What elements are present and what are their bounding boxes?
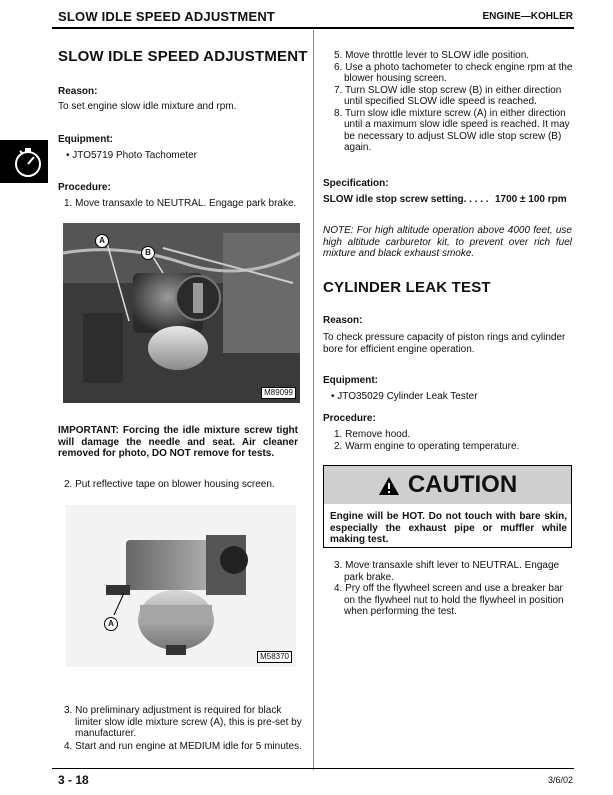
- carburetor-photo-2: [66, 505, 296, 667]
- reason-text: To check pressure capacity of piston rings and cylinder bore for efficient engine operation.: [323, 332, 566, 355]
- step-2: 2. Put reflective tape on blower housing screen.: [64, 479, 275, 490]
- caution-title: CAUTION: [407, 471, 518, 498]
- altitude-note: NOTE: For high altitude operation above 4000 feet, use high altitude carburetor kit, to prevent over rich fuel mixture and black exhaust smoke.: [323, 225, 572, 259]
- warning-triangle-icon: [378, 476, 400, 496]
- step-3: 3. No preliminary adjustment is required for black limiter slow idle mixture screw (A), this is pre-set by manufacturer.: [64, 705, 302, 739]
- caution-text: Engine will be HOT. Do not touch with bare skin, especially the exhaust pipe or muffler while making test.: [330, 511, 567, 545]
- equipment-label: Equipment:: [323, 375, 378, 386]
- leak-steps-1: [323, 429, 573, 452]
- step-1: 1. Move transaxle to NEUTRAL. Engage park brake.: [64, 198, 297, 209]
- procedure-label: Procedure:: [323, 413, 376, 424]
- section-tab: [0, 140, 48, 183]
- tachometer-icon: [0, 140, 48, 183]
- reason-text: To set engine slow idle mixture and rpm.: [58, 101, 237, 112]
- carburetor-photo-1: [63, 223, 300, 403]
- step-6: 6. Use a photo tachometer to check engine rpm at the blower housing screen.: [334, 61, 573, 84]
- footer-rule: [52, 768, 574, 769]
- equipment-item: • JTO5719 Photo Tachometer: [66, 150, 197, 161]
- column-divider: [313, 30, 314, 770]
- caution-header: [324, 466, 571, 504]
- revision-date: 3/6/02: [547, 775, 573, 785]
- running-header-title: SLOW IDLE SPEED ADJUSTMENT: [58, 9, 276, 24]
- leak-steps-2: [323, 560, 573, 618]
- carburetor-illustration-2: [66, 505, 296, 667]
- callout-b: B: [141, 246, 155, 260]
- spec-name: SLOW idle stop screw setting. . . . .: [323, 194, 489, 205]
- page-number: 3 - 18: [58, 773, 89, 787]
- caution-box: [323, 465, 572, 548]
- specification-label: Specification:: [323, 178, 389, 189]
- step-7: 7. Turn SLOW idle stop screw (B) in either direction until specified SLOW idle speed is reached.: [334, 84, 562, 107]
- step-4: 4. Start and run engine at MEDIUM idle for 5 minutes.: [64, 741, 302, 752]
- page-title: SLOW IDLE SPEED ADJUSTMENT: [58, 48, 308, 65]
- important-notice: IMPORTANT: Forcing the idle mixture screw tight will damage the needle and seat. Air cleaner removed for photo, DO NOT remove for tests.: [58, 425, 298, 459]
- step-5: 5. Move throttle lever to SLOW idle position.: [334, 50, 530, 61]
- leak-step-1: 1. Remove hood.: [334, 429, 411, 440]
- leak-step-4: 4. Pry off the flywheel screen and use a breaker bar on the flywheel nut to hold the flywheel in position when performing the test.: [334, 583, 564, 617]
- cylinder-leak-title: CYLINDER LEAK TEST: [323, 279, 491, 296]
- step-8: 8. Turn slow idle mixture screw (A) in either direction until a maximum slow idle speed is reached. It may be necessary to adjust SLOW idle stop screw (B) again.: [334, 107, 570, 153]
- equipment-item: • JTO35029 Cylinder Leak Tester: [331, 391, 478, 402]
- leak-step-3: 3. Move transaxle shift lever to NEUTRAL. Engage park brake.: [334, 560, 560, 583]
- procedure-label: Procedure:: [58, 182, 111, 193]
- leak-step-2: 2. Warm engine to operating temperature.: [334, 440, 520, 452]
- carburetor-illustration-1: [63, 223, 300, 403]
- running-header-section: ENGINE—KOHLER: [482, 11, 573, 22]
- callout-a: A: [95, 234, 109, 248]
- spec-value: 1700 ± 100 rpm: [495, 194, 567, 205]
- adjustment-steps: [323, 50, 573, 154]
- reason-label: Reason:: [58, 86, 98, 97]
- photo-tag: M89099: [261, 387, 296, 399]
- equipment-label: Equipment:: [58, 134, 113, 145]
- header-rule: [52, 27, 574, 29]
- reason-label: Reason:: [323, 315, 363, 326]
- photo-tag: M58370: [257, 651, 292, 663]
- callout-a: A: [104, 617, 118, 631]
